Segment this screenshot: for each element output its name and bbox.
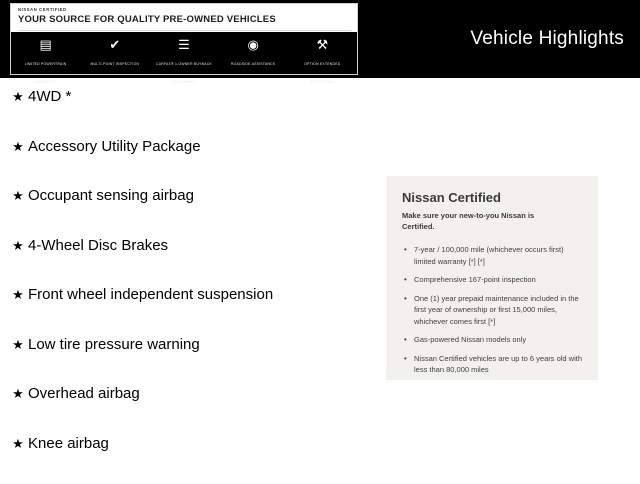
star-icon: ★: [8, 89, 28, 105]
banner-brand: NISSAN CERTIFIED: [18, 7, 351, 13]
list-item: [8, 88, 378, 138]
star-icon: ★: [8, 188, 28, 204]
vehicle-feature-list: [8, 88, 378, 484]
header-bar: [0, 0, 640, 78]
banner-divider: [18, 30, 351, 31]
list-item: [8, 435, 378, 484]
banner-text-block: [11, 4, 357, 31]
document-icon: ▤: [15, 37, 77, 52]
star-icon: ★: [8, 287, 28, 303]
location-pin-icon: ◉: [222, 37, 284, 52]
list-item: [8, 286, 378, 336]
feature-label: Occupant sensing airbag: [28, 187, 194, 204]
banner-tagline: YOUR SOURCE FOR QUALITY PRE-OWNED VEHICLES: [18, 14, 351, 26]
list-item: • 7-year / 100,000 mile (whichever occurs first) limited warranty [*] [*]: [414, 244, 584, 267]
star-icon: ★: [8, 238, 28, 254]
info-box-title: Nissan Certified: [402, 190, 584, 206]
report-icon: ☰: [153, 37, 215, 52]
list-item: • Nissan Certified vehicles are up to 6 years old with less than 80,000 miles: [414, 353, 584, 376]
feature-label: Accessory Utility Package: [28, 138, 201, 155]
list-item: [8, 336, 378, 386]
banner-icon-row: [11, 32, 357, 74]
banner-benefit-label: ROADSIDE ASSISTANCE: [231, 62, 275, 66]
wrench-icon: ⚒: [291, 37, 353, 52]
banner-benefit-label: MULTI-POINT INSPECTION: [91, 62, 140, 66]
banner-benefit-item: [291, 37, 353, 88]
banner-benefit-label: LIMITED POWERTRAIN WARRANTY: [25, 62, 67, 84]
star-icon: ★: [8, 337, 28, 353]
page-title: Vehicle Highlights: [470, 28, 624, 50]
list-item: [8, 138, 378, 188]
nissan-certified-banner: [10, 3, 358, 75]
banner-benefit-item: [15, 37, 77, 88]
checkmark-icon: ✔: [84, 37, 146, 52]
list-item: [8, 385, 378, 435]
feature-label: Front wheel independent suspension: [28, 286, 273, 303]
star-icon: ★: [8, 436, 28, 452]
info-box-subtitle: Make sure your new-to-you Nissan is Certified.: [402, 210, 552, 232]
banner-benefit-item: [84, 37, 146, 70]
feature-label: Knee airbag: [28, 435, 109, 452]
feature-label: 4WD *: [28, 88, 71, 105]
banner-benefit-item: [153, 37, 215, 88]
feature-label: Overhead airbag: [28, 385, 140, 402]
list-item: [8, 187, 378, 237]
list-item: • Gas-powered Nissan models only: [414, 334, 584, 346]
info-box-bullet-list: [402, 244, 584, 376]
list-item: • Comprehensive 167-point inspection: [414, 274, 584, 286]
feature-label: Low tire pressure warning: [28, 336, 200, 353]
star-icon: ★: [8, 386, 28, 402]
list-item: [8, 237, 378, 287]
list-item: • One (1) year prepaid maintenance included in the first year of ownership or first 15,000 miles, whichever comes first [*]: [414, 293, 584, 328]
feature-label: 4-Wheel Disc Brakes: [28, 237, 168, 254]
banner-benefit-label: OPTION EXTENDED PROTECTION: [304, 62, 340, 84]
banner-benefit-item: [222, 37, 284, 70]
star-icon: ★: [8, 139, 28, 155]
banner-benefit-label: CARFAX® 1-OWNER BUYBACK GUARANTEE: [156, 62, 212, 84]
nissan-certified-info-box: [386, 176, 598, 380]
